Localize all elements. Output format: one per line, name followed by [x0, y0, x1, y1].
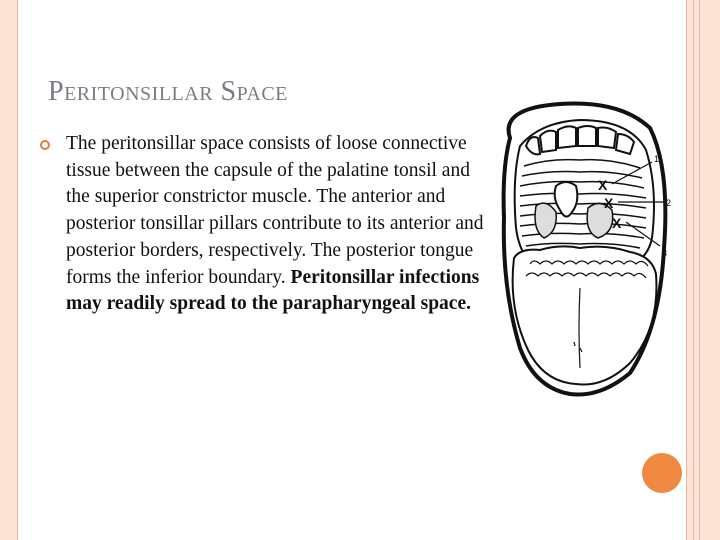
x-mark-2: X	[604, 195, 614, 211]
left-border-decoration	[0, 0, 18, 540]
callout-label-3: 3	[662, 248, 668, 258]
x-mark-1: X	[598, 177, 608, 193]
slide-title: Peritonsillar Space	[48, 76, 288, 107]
open-mouth-illustration	[480, 98, 688, 398]
x-mark-3: X	[612, 215, 622, 231]
callout-label-1: 1	[654, 154, 660, 164]
body-bold-text: Peritonsillar infections may readily spread to the parapharyngeal space.	[66, 266, 480, 315]
callout-label-2: 2	[666, 198, 672, 208]
slide-body-text	[66, 131, 490, 318]
right-border-decoration	[686, 0, 720, 540]
bullet-icon	[40, 140, 50, 150]
body-regular-text: The peritonsillar space consists of loose connective tissue between the capsule of the palatine tonsil and the superior constrictor muscle. The anterior and posterior tonsillar pillars contribute to its anterior and posterior borders, respectively. The posterior tongue forms the inferior boundary.	[66, 133, 484, 288]
orange-circle-decoration	[642, 453, 682, 493]
